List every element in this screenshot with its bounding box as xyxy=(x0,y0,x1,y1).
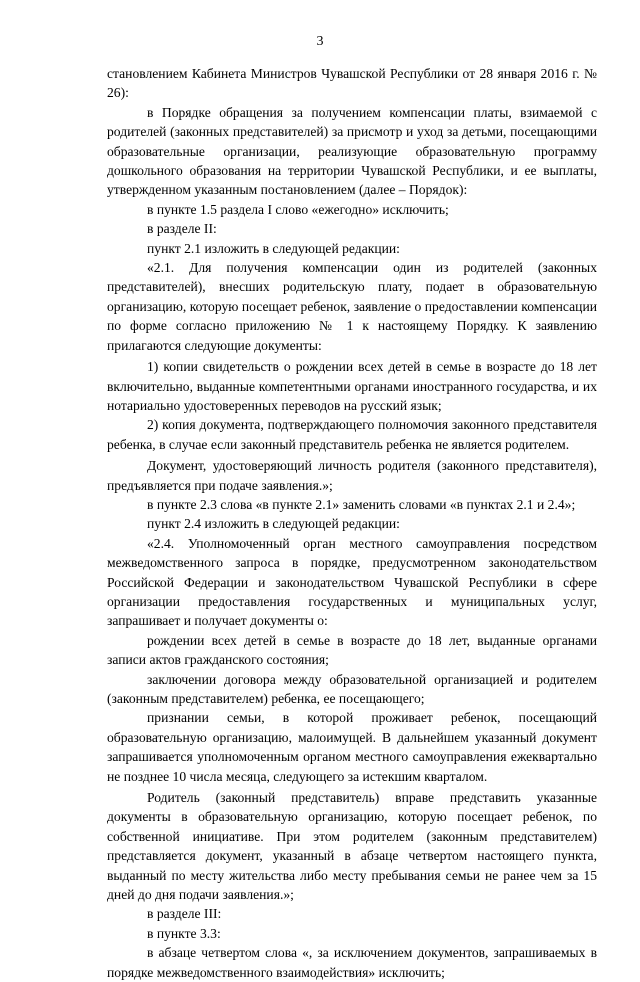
list-item: 1) копии свидетельств о рождении всех детей в семье в возрасте до 18 лет включительно, выданные компетентными органами иностранного государства, и их нотариально удостоверенных переводов на русский язык; xyxy=(107,359,597,413)
paragraph: в пункте 2.3 слова «в пункте 2.1» заменить словами «в пунктах 2.1 и 2.4»; xyxy=(147,496,576,512)
paragraph: пункт 2.1 изложить в следующей редакции: xyxy=(147,240,400,256)
document-body xyxy=(107,64,597,982)
paragraph: в абзаце четвертом слова «, за исключением документов, запрашиваемых в порядке межведомственного взаимодействия» исключить; xyxy=(107,945,597,980)
paragraph: «2.1. Для получения компенсации один из родителей (законных представителей), внесших родительскую плату, подает в образовательную организацию, которую посещает ребенок, заявление о предоставлении компенсации по форме согласно приложению № 1 к настоящему Порядку. К заявлению прилагаются следующие документы: xyxy=(107,260,597,353)
list-item: рождении всех детей в семье в возрасте до 18 лет, выданные органами записи актов гражданского состояния; xyxy=(107,632,597,668)
paragraph: пункт 2.4 изложить в следующей редакции: xyxy=(147,516,400,532)
list-item: 2) копия документа, подтверждающего полномочия законного представителя ребенка, в случае если законный представитель ребенка не является родителем. xyxy=(107,417,597,452)
paragraph: Родитель (законный представитель) вправе представить указанные документы в образовательную организацию, которую посещает ребенок, по собственной инициативе. При этом родителем (законным представителем) представляется документ, указанный в абзаце четвертом настоящего пункта, выданный по месту жительства либо месту пребывания семьи не ранее чем за 15 дней до дня подачи заявления.»; xyxy=(107,790,597,903)
paragraph: «2.4. Уполномоченный орган местного самоуправления посредством межведомственного запроса в порядке, предусмотренном законодательством Российской Федерации и законодательством Чувашской Республики в сфере организации предоставления государственных и муниципальных услуг, запрашивает и получает документы о: xyxy=(107,535,597,629)
list-item: заключении договора между образовательной организацией и родителем (законным представителем) ребенка, ее посещающего; xyxy=(107,671,597,706)
paragraph: в пункте 1.5 раздела I слово «ежегодно» исключить; xyxy=(147,201,449,217)
paragraph: в разделе III: xyxy=(147,906,222,922)
page-number: 3 xyxy=(316,34,324,49)
paragraph-continuation: становлением Кабинета Министров Чувашской Республики от 28 января 2016 г. № 26): xyxy=(107,66,597,101)
paragraph: в пункте 3.3: xyxy=(147,925,221,941)
paragraph: в разделе II: xyxy=(147,221,217,237)
paragraph: Документ, удостоверяющий личность родителя (законного представителя), предъявляется при подаче заявления.»; xyxy=(107,458,597,493)
paragraph: в Порядке обращения за получением компенсации платы, взимаемой с родителей (законных представителей) за присмотр и уход за детьми, посещающими образовательные организации, реализующие образовательную программу дошкольного образования на территории Чувашской Республики, и ее выплаты, утвержденном указанным постановлением (далее – Порядок): xyxy=(107,104,597,198)
list-item: признании семьи, в которой проживает ребенок, посещающий образовательную организацию, малоимущей. В дальнейшем указанный документ запрашивается уполномоченным органом местного самоуправления ежеквартально не позднее 10 числа месяца, следующего за истекшим кварталом. xyxy=(107,710,597,784)
